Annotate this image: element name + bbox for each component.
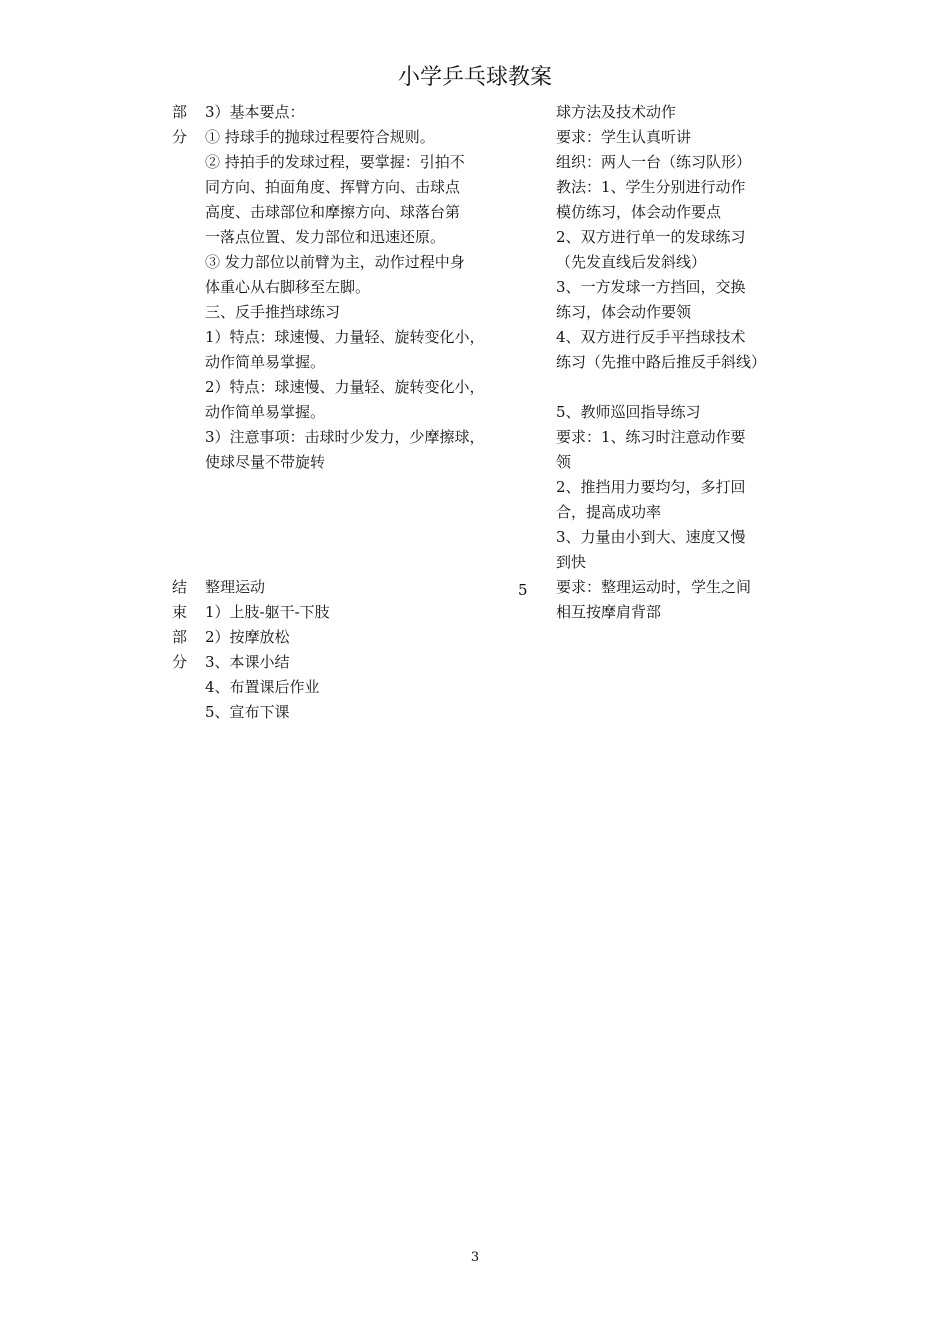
content-line: ② 持拍手的发球过程，要掌握：引拍不 — [205, 153, 465, 171]
content-line: 1）上肢-躯干-下肢 — [205, 603, 330, 621]
method-line: （先发直线后发斜线） — [556, 253, 707, 271]
method-line: 3、力量由小到大、速度又慢 — [556, 528, 746, 546]
content-line: ① 持球手的抛球过程要符合规则。 — [205, 128, 435, 146]
method-line: 要求：整理运动时，学生之间 — [556, 578, 752, 596]
method-line: 4、双方进行反手平挡球技术 — [556, 328, 746, 346]
end-part-label — [172, 575, 198, 675]
content-line: 1）特点：球速慢、力量轻、旋转变化小， — [205, 328, 485, 346]
main-part-label — [172, 100, 198, 150]
label-char: 结 — [172, 578, 188, 596]
method-line: 要求：1、练习时注意动作要 — [556, 428, 746, 446]
page-title: 小学乒乓球教案 — [397, 65, 552, 90]
label-char: 束 — [172, 603, 188, 621]
method-line: 练习，体会动作要领 — [556, 303, 692, 321]
content-line: ③ 发力部位以前臂为主，动作过程中身 — [205, 253, 465, 271]
content-line: 2）特点：球速慢、力量轻、旋转变化小， — [205, 378, 485, 396]
content-line: 3、本课小结 — [205, 653, 290, 671]
content-line: 高度、击球部位和摩擦方向、球落台第 — [205, 203, 461, 221]
method-line: 相互按摩肩背部 — [556, 603, 662, 621]
method-line: 2、双方进行单一的发球练习 — [556, 228, 746, 246]
method-line: 教法：1、学生分别进行动作 — [556, 178, 746, 196]
method-line: 2、推挡用力要均匀，多打回 — [556, 478, 746, 496]
method-line: 到快 — [556, 553, 587, 571]
method-line: 5、教师巡回指导练习 — [556, 403, 701, 421]
method-line: 模仿练习，体会动作要点 — [556, 203, 722, 221]
content-line: 三、反手推挡球练习 — [205, 303, 341, 321]
end-part-time — [518, 578, 538, 603]
content-line: 2）按摩放松 — [205, 628, 290, 646]
content-line: 5、宣布下课 — [205, 703, 290, 721]
method-line: 要求：学生认真听讲 — [556, 128, 692, 146]
method-line — [556, 375, 796, 400]
content-line: 3）注意事项：击球时少发力，少摩擦球， — [205, 428, 485, 446]
method-line: 领 — [556, 453, 572, 471]
content-line: 动作简单易掌握。 — [205, 403, 326, 421]
content-line: 整理运动 — [205, 578, 266, 596]
content-line: 使球尽量不带旋转 — [205, 453, 326, 471]
page-number: 3 — [470, 1250, 480, 1265]
method-line: 3、一方发球一方挡回，交换 — [556, 278, 746, 296]
content-line: 4、布置课后作业 — [205, 678, 320, 696]
method-line: 球方法及技术动作 — [556, 103, 677, 121]
label-char: 部 — [172, 628, 188, 646]
method-line: 组织：两人一台（练习队形） — [556, 153, 752, 171]
content-line: 一落点位置、发力部位和迅速还原。 — [205, 228, 446, 246]
method-line: 练习（先推中路后推反手斜线） — [556, 353, 767, 371]
end-part-method — [556, 575, 796, 625]
content-line: 3）基本要点： — [205, 103, 305, 121]
method-line: 合，提高成功率 — [556, 503, 662, 521]
label-char: 部 — [172, 103, 188, 121]
content-line: 同方向、拍面角度、挥臂方向、击球点 — [205, 178, 461, 196]
content-line: 动作简单易掌握。 — [205, 353, 326, 371]
main-part-content — [205, 100, 510, 475]
label-char: 分 — [172, 128, 188, 146]
label-char: 分 — [172, 653, 188, 671]
content-line: 体重心从右脚移至左脚。 — [205, 278, 371, 296]
time-value: 5 — [518, 581, 528, 599]
main-part-method — [556, 100, 796, 575]
end-part-content — [205, 575, 510, 725]
